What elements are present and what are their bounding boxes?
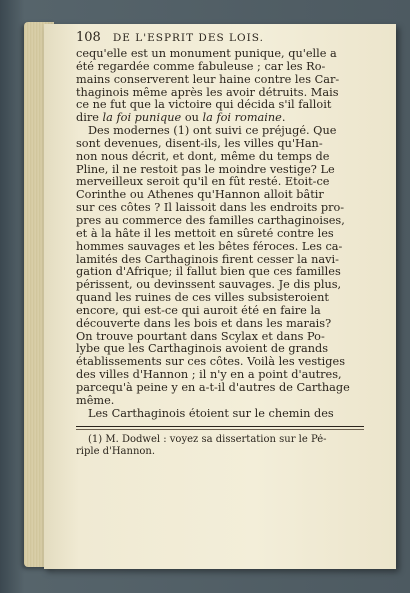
text-line: quand les ruines de ces villes subsisteroient xyxy=(76,292,329,305)
text-fragment: . xyxy=(281,112,286,125)
running-title: DE L'ESPRIT DES LOIS. xyxy=(112,32,264,44)
text-line: lamités des Carthaginois firent cesser la navi- xyxy=(76,253,339,266)
text-line: mains conserverent leur haine contre les Car- xyxy=(76,73,340,86)
text-fragment: ou xyxy=(181,112,203,125)
italic-phrase: la foi romaine xyxy=(202,112,282,125)
text-line: établissements sur ces côtes. Voilà les vestiges xyxy=(76,356,345,369)
text-line: cequ'elle est un monument punique, qu'elle a xyxy=(76,48,337,60)
text-line-mixed xyxy=(76,112,364,125)
text-line: été regardée comme fabuleuse ; car les Ro- xyxy=(76,60,326,73)
footnote-rule-thin xyxy=(76,429,364,430)
text-line: des villes d'Hannon ; il n'y en a point d'autres, xyxy=(76,369,342,382)
text-line: et à la hâte il les mettoit en sûreté contre les xyxy=(76,227,334,240)
text-line: périssent, ou devinssent sauvages. Je dis plus, xyxy=(76,279,342,292)
body-text xyxy=(76,48,364,420)
footnote-rule xyxy=(76,426,364,427)
footnote xyxy=(76,434,364,458)
paragraph-start: Des modernes (1) ont suivi ce préjugé. Que xyxy=(88,125,337,138)
text-line: sont devenues, disent-ils, les villes qu'Han- xyxy=(76,137,323,150)
text-line: On trouve pourtant dans Scylax et dans Po- xyxy=(76,330,325,343)
text-line: thaginois même après les avoir détruits. Mais xyxy=(76,86,339,99)
text-line: merveilleux seroit qu'il en fût resté. Etoit-ce xyxy=(76,176,330,189)
text-line: même. xyxy=(76,394,115,407)
text-line: découverte dans les bois et dans les marais? xyxy=(76,317,332,330)
text-line: pres au commerce des familles carthaginoises, xyxy=(76,214,345,227)
text-line: Corinthe ou Athenes qu'Hannon alloit bâtir xyxy=(76,189,324,202)
text-line: encore, qui est-ce qui auroit été en faire la xyxy=(76,304,321,317)
text-line: ce ne fut que la victoire qui décida s'il falloit xyxy=(76,99,332,112)
text-line: non nous décrit, et dont, même du temps de xyxy=(76,150,330,163)
page-number: 108 xyxy=(76,30,101,45)
text-line: hommes sauvages et les bêtes féroces. Les ca- xyxy=(76,240,343,253)
italic-phrase: la foi punique xyxy=(102,112,182,125)
text-line: parcequ'à peine y en a-t-il d'autres de Carthage xyxy=(76,381,350,394)
footnote-line: riple d'Hannon. xyxy=(76,446,156,458)
text-line: Pline, il ne restoit pas le moindre vestige? Le xyxy=(76,163,335,176)
paragraph-start: Les Carthaginois étoient sur le chemin des xyxy=(88,407,334,420)
footnote-line: (1) M. Dodwel : voyez sa dissertation sur le Pé- xyxy=(88,434,327,446)
text-fragment: dire xyxy=(76,112,103,125)
running-head xyxy=(76,30,364,44)
text-line: lybe que les Carthaginois avoient de grands xyxy=(76,343,329,356)
text-line: gation d'Afrique; il fallut bien que ces familles xyxy=(76,266,341,279)
page-content xyxy=(76,30,364,458)
text-line: sur ces côtes ? Il laissoit dans les endroits pro- xyxy=(76,202,345,215)
